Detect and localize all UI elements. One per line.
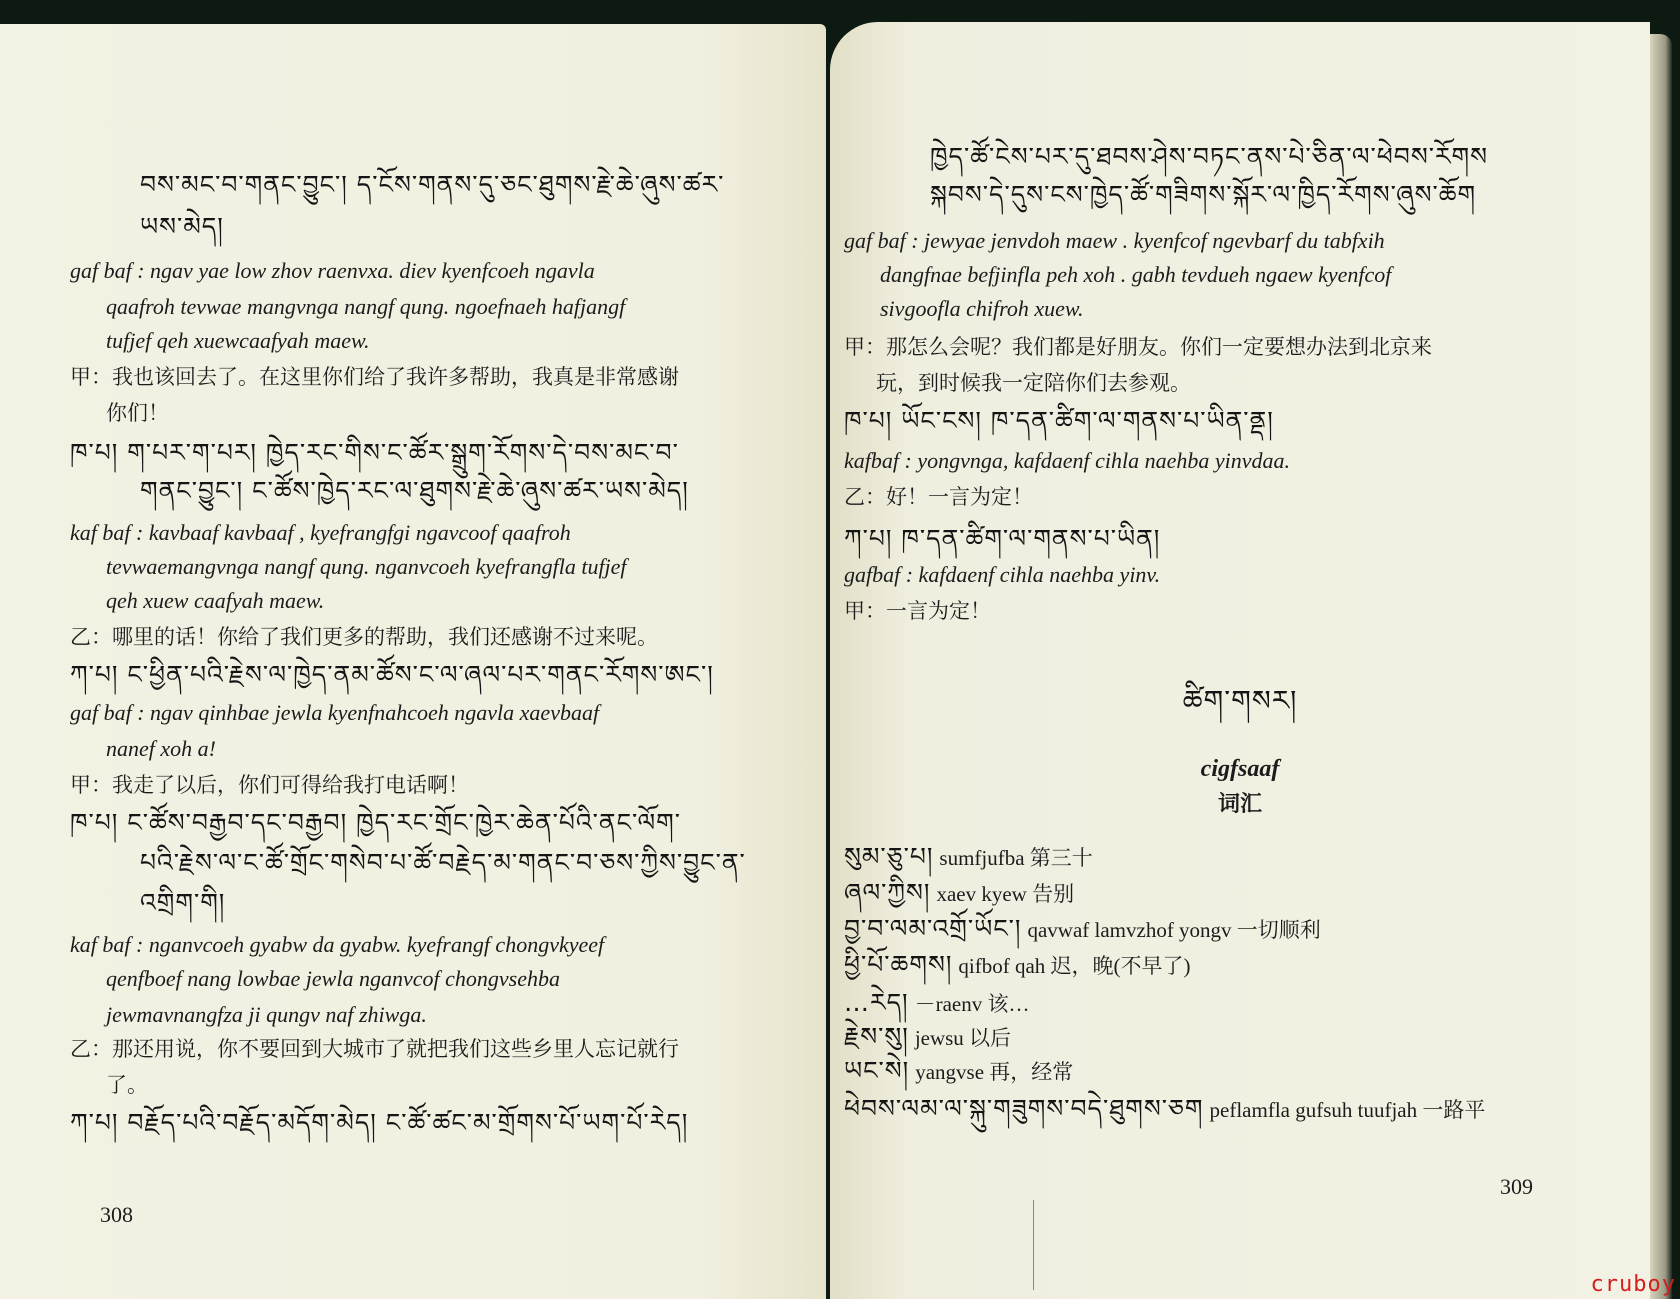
right-line-10: 乙：好！一言为定！ [844, 485, 1033, 509]
left-line-24: 乙：那还用说，你不要回到大城市了就把我们这些乡里人忘记就行 [70, 1037, 679, 1061]
left-line-15: gaf baf : ngav qinhbae jewla kyenfnahcoeh ngavla xaevbaaf [70, 700, 600, 725]
right-line-9: kafbaf : yongvnga, kafdaenf cihla naehba yinvdaa. [844, 448, 1290, 473]
left-line-11: tevwaemangvnga nangf qung. nganvcoeh kyefrangfla tufjef [106, 554, 627, 579]
left-page [0, 24, 826, 1299]
left-line-10: kaf baf : kavbaaf kavbaaf , kyefrangfgi ngavcoof qaafroh [70, 520, 571, 545]
vocab-roman-chinese: jewsu 以后 [914, 1026, 1012, 1050]
left-line-2: ཡས་མེད། [140, 212, 224, 241]
book-edge [1650, 34, 1672, 1299]
page-number-left: 308 [100, 1202, 133, 1227]
vocab-roman-chinese: qifbof qah 迟，晚(不早了) [958, 954, 1191, 978]
vocab-tibetan: ཡང་སེ། [844, 1056, 910, 1085]
left-line-23: jewmavnangfza ji qungv naf zhiwga. [106, 1002, 427, 1027]
right-line-11: ཀ་པ། ཁ་དན་ཚིག་ལ་གནས་པ་ཡིན། [844, 524, 1161, 553]
vocab-item [844, 842, 1093, 873]
left-line-1: བས་མང་བ་གནང་བྱུང་། ད་ངོས་གནས་དུ་ཅང་ཐུགས་རྗེ་ཆེ་ཞུས་ཚར་ [140, 170, 725, 199]
vocab-roman-chinese: sumfjufba 第三十 [939, 846, 1093, 870]
vocab-tibetan: བྱ་བ་ལམ་འགྲོ་ཡོང་། [844, 914, 1022, 943]
vocab-roman-chinese: xaev kyew 告别 [936, 882, 1075, 906]
vocab-item [844, 878, 1074, 909]
vocab-heading-roman: cigfsaaf [1200, 756, 1280, 782]
left-line-8: ཁ་པ། ག་པར་ག་པར། ཁྱེད་རང་གིས་ང་ཚོར་སྒྲུག་རོགས་དེ་བས་མང་བ་ [70, 438, 679, 467]
left-line-4: qaafroh tevwae mangvnga nangf qung. ngoefnaeh hafjangf [106, 294, 626, 319]
vocab-heading-tibetan: ཚིག་གསར། [1182, 684, 1298, 717]
vocab-item [844, 914, 1321, 945]
vocab-roman-chinese: yangvse 再，经常 [915, 1060, 1074, 1084]
left-line-3: gaf baf : ngav yae low zhov raenvxa. diev kyenfcoeh ngavla [70, 258, 595, 283]
vocab-roman-chinese: －raenv 该… [914, 992, 1030, 1016]
spine-shadow-line [1033, 1200, 1034, 1290]
right-line-1: ཁྱེད་ཚོ་ངེས་པར་དུ་ཐབས་ཤེས་བཏང་ནས་པེ་ཅིན་ལ་ཕེབས་རོགས [930, 142, 1489, 171]
vocab-item [844, 1022, 1011, 1053]
vocab-heading-chinese: 词汇 [1217, 792, 1262, 817]
left-line-19: པའི་རྗེས་ལ་ང་ཚོ་གྲོང་གསེབ་པ་ཚོ་བརྗེད་མ་གནང་བ་ཅས་ཀྱིས་བྱུང་ན་ [140, 848, 746, 877]
watermark: cruboy [1590, 1272, 1676, 1297]
right-line-2: སྐབས་དེ་དུས་ངས་ཁྱེད་ཚོ་གཟིགས་སྐོར་ལ་ཁྱིད་རོགས་ཞུས་ཆོག [930, 180, 1477, 209]
vocab-tibetan: ཞལ་ཀྱིས། [844, 878, 931, 907]
left-line-20: འགྲིག་གི། [140, 888, 226, 917]
vocab-roman-chinese: peflamfla gufsuh tuufjah 一路平 [1209, 1098, 1486, 1122]
left-line-6: 甲：我也该回去了。在这里你们给了我许多帮助，我真是非常感谢 [70, 365, 679, 389]
left-line-17: 甲：我走了以后，你们可得给我打电话啊！ [70, 773, 469, 797]
page-number-right: 309 [1500, 1174, 1533, 1199]
left-line-13: 乙：哪里的话！你给了我们更多的帮助，我们还感谢不过来呢。 [70, 625, 658, 649]
left-page-content [0, 24, 826, 1299]
right-page [830, 22, 1650, 1299]
vocab-tibetan: ཕྱི་པོ་ཆགས། [844, 950, 953, 979]
left-line-9: གནང་བྱུང་། ང་ཚོས་ཁྱེད་རང་ལ་ཐུགས་རྗེ་ཆེ་ཞུས་ཚར་ཡས་མེད། [140, 476, 689, 505]
vocab-roman-chinese: qavwaf lamvzhof yongv 一切顺利 [1027, 918, 1321, 942]
right-line-5: sivgoofla chifroh xuew. [880, 296, 1084, 321]
left-line-18: ཁ་པ། ང་ཚོས་བརྒྱབ་དང་བརྒྱབ། ཁྱེད་རང་གྲོང་ཁྱེར་ཆེན་པོའི་ནང་ལོག་ [70, 808, 681, 837]
left-line-5: tufjef qeh xuewcaafyah maew. [106, 328, 370, 353]
right-line-12: gafbaf : kafdaenf cihla naehba yinv. [844, 562, 1161, 587]
vocab-item [844, 950, 1191, 981]
vocab-item [844, 1094, 1485, 1125]
vocab-tibetan: …རེད། [844, 988, 909, 1017]
left-line-25: 了。 [106, 1073, 148, 1097]
vocab-tibetan: སུམ་ཅུ་པ། [844, 842, 934, 871]
vocab-tibetan: ཕེབས་ལམ་ལ་སྐུ་གཟུགས་བདེ་ཐུགས་ཅག [844, 1094, 1204, 1123]
left-line-7: 你们！ [106, 401, 169, 425]
right-line-6: 甲：那怎么会呢？我们都是好朋友。你们一定要想办法到北京来 [844, 335, 1432, 359]
vocab-item [844, 988, 1030, 1019]
left-line-21: kaf baf : nganvcoeh gyabw da gyabw. kyefrangf chongvkyeef [70, 932, 605, 957]
right-line-13: 甲：一言为定！ [844, 599, 991, 623]
right-line-4: dangfnae befjinfla peh xoh . gabh tevdueh ngaew kyenfcof [880, 262, 1392, 287]
right-line-8: ཁ་པ། ཡོང་ངས། ཁ་དན་ཚིག་ལ་གནས་པ་ཡིན་ནྡ། [844, 406, 1274, 435]
vocab-item [844, 1056, 1073, 1087]
vocab-tibetan: རྗེས་སུ། [844, 1022, 909, 1051]
left-line-12: qeh xuew caafyah maew. [106, 588, 325, 613]
left-line-26: ཀ་པ། བརྗོད་པའི་བརྗོད་མདོག་མེད། ང་ཚོ་ཚང་མ་གྲོགས་པོ་ཡག་པོ་རེད། [70, 1108, 689, 1137]
left-line-22: qenfboef nang lowbae jewla nganvcof chongvsehba [106, 966, 560, 991]
right-line-3: gaf baf : jewyae jenvdoh maew . kyenfcof ngevbarf du tabfxih [844, 228, 1385, 253]
left-line-16: nanef xoh a! [106, 736, 216, 761]
right-line-7: 玩，到时候我一定陪你们去参观。 [876, 371, 1191, 395]
left-line-14: ཀ་པ། ང་ཕྱིན་པའི་རྗེས་ལ་ཁྱེད་ནམ་ཚོས་ང་ལ་ཞལ་པར་གནང་རོགས་ཨང་། [70, 660, 714, 689]
